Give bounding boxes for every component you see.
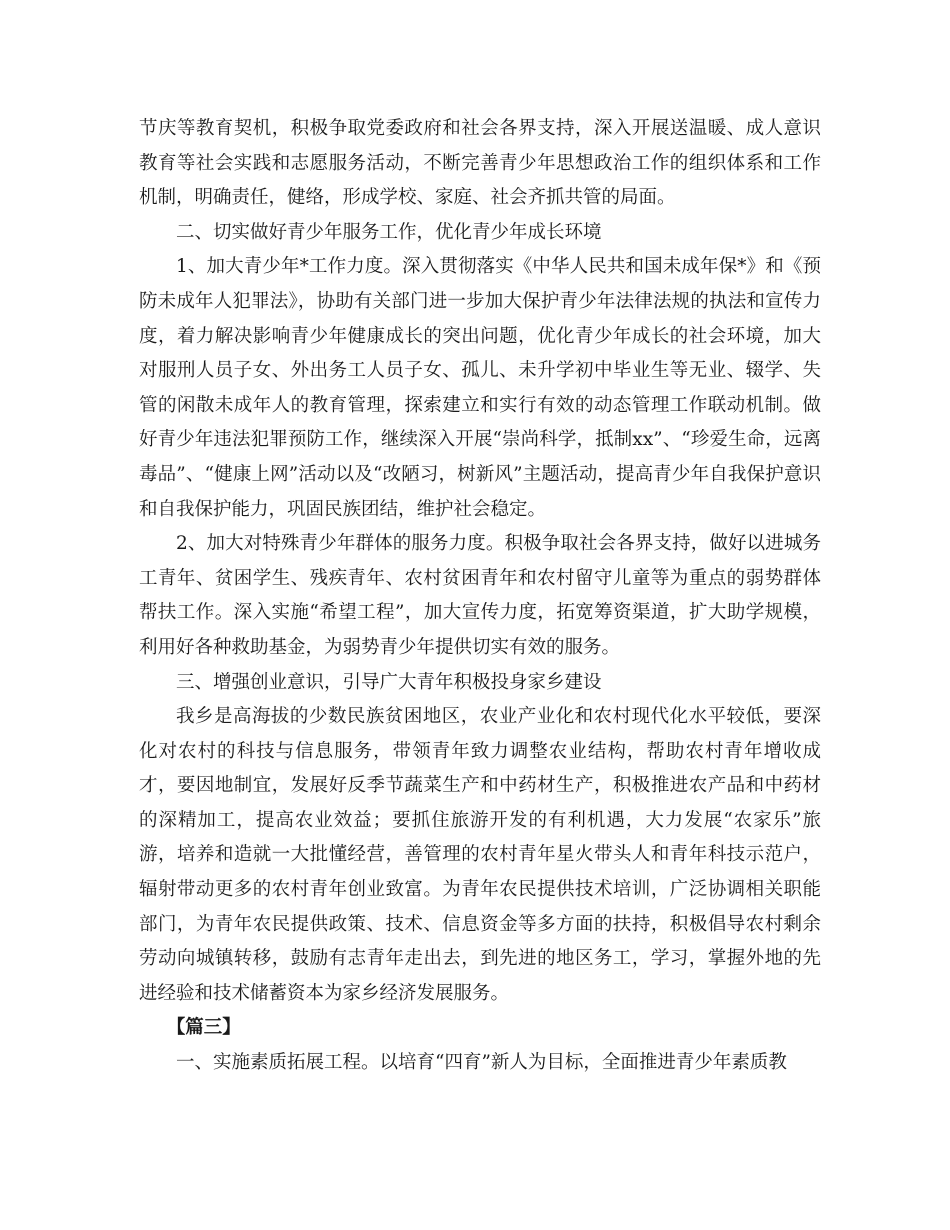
document-page [139,112,821,1081]
section-heading-two: 二、切实做好青少年服务工作，优化青少年成长环境 [176,221,602,243]
section-heading-three: 三、增强创业意识，引导广大青年积极投身家乡建设 [176,671,602,693]
paragraph-continuation: 节庆等教育契机，积极争取党委政府和社会各界支持，深入开展送温暖、成人意识教育等社会实践和志愿服务活动，不断完善青少年思想政治工作的组织体系和工作机制，明确责任，健络，形成学校、家庭、社会齐抓共管的局面。 [139,118,821,209]
paragraph-special-groups: 2、加大对特殊青少年群体的服务力度。积极争取社会各界支持，做好以进城务工青年、贫困学生、残疾青年、农村贫困青年和农村留守儿童等为重点的弱势群体帮扶工作。深入实施“希望工程”，加大宣传力度，拓宽筹资渠道，扩大助学规模，利用好各种救助基金，为弱势青少年提供切实有效的服务。 [139,533,821,658]
paragraph-protection-work: 1、加大青少年*工作力度。深入贯彻落实《中华人民共和国未成年保*》和《预防未成年人犯罪法》，协助有关部门进一步加大保护青少年法律法规的执法和宣传力度，着力解决影响青少年健康成长的突出问题，优化青少年成长的社会环境，加大对服刑人员子女、外出务工人员子女、孤儿、未升学初中毕业生等无业、辍学、失管的闲散未成年人的教育管理，探索建立和实行有效的动态管理工作联动机制。做好青少年违法犯罪预防工作，继续深入开展“崇尚科学，抵制xx”、“珍爱生命，远离毒品”、“健康上网”活动以及“改陋习，树新风”主题活动，提高青少年自我保护意识和自我保护能力，巩固民族团结，维护社会稳定。 [139,256,821,520]
paragraph-quality-expansion: 一、实施素质拓展工程。以培育“四育”新人为目标，全面推进青少年素质教 [176,1052,787,1074]
section-marker-part-three: 【篇三】 [166,1017,241,1039]
paragraph-entrepreneurship: 我乡是高海拔的少数民族贫困地区，农业产业化和农村现代化水平较低，要深化对农村的科技与信息服务，带领青年致力调整农业结构，帮助农村青年增收成才，要因地制宜，发展好反季节蔬菜生产和中药材生产，积极推进农产品和中药材的深精加工，提高农业效益；要抓住旅游开发的有利机遇，大力发展“农家乐”旅游，培养和造就一大批懂经营，善管理的农村青年星火带头人和青年科技示范户，辐射带动更多的农村青年创业致富。为青年农民提供技术培训，广泛协调相关职能部门，为青年农民提供政策、技术、信息资金等多方面的扶持，积极倡导农村剩余劳动向城镇转移，鼓励有志青年走出去，到先进的地区务工，学习，掌握外地的先进经验和技术储蓄资本为家乡经济发展服务。 [139,706,821,1004]
